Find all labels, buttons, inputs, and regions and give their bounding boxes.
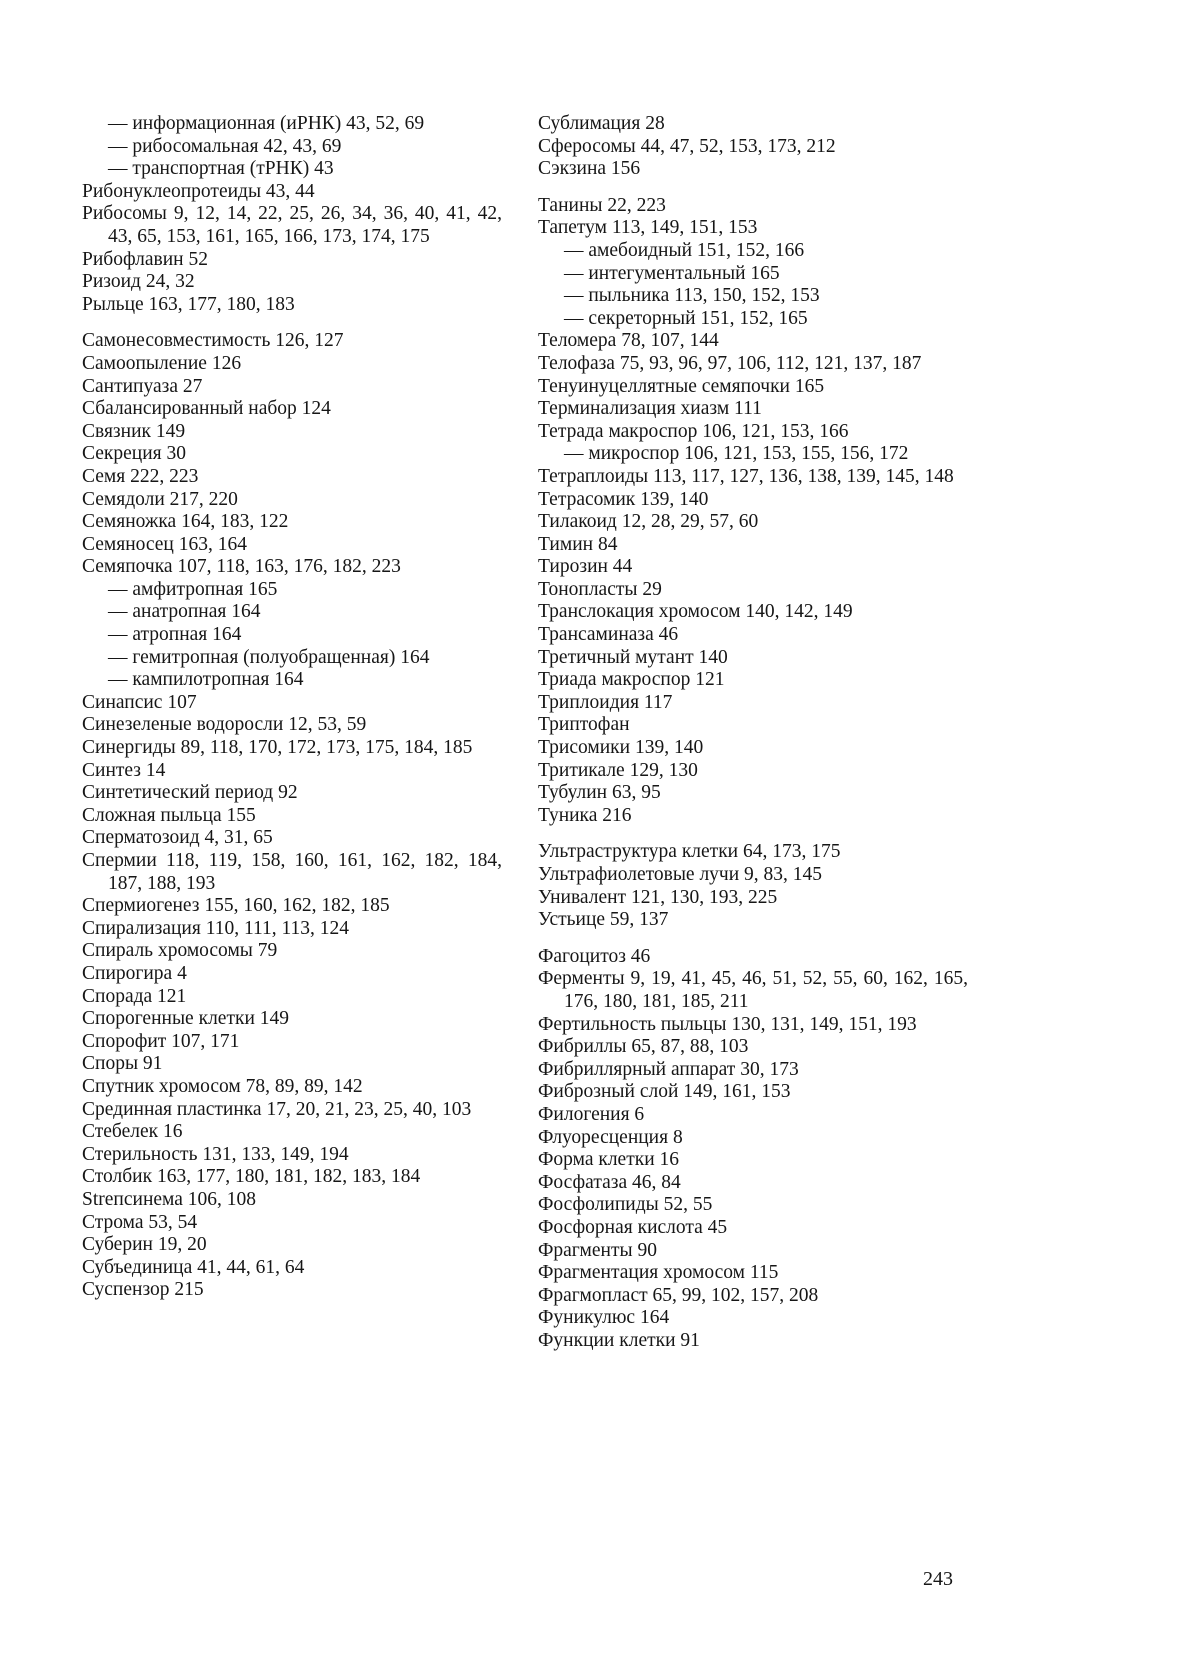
index-entry: Теломера 78, 107, 144 [538,330,719,352]
index-entry: Синергиды 89, 118, 170, 172, 173, 175, 184, 185 [82,737,473,759]
index-subentry: — кампилотропная 164 [108,669,304,691]
index-entry: Фертильность пыльцы 130, 131, 149, 151, 193 [538,1013,917,1035]
index-entry: Тимин 84 [538,533,618,555]
index-entry: Сложная пыльца 155 [82,804,256,826]
index-subentry: — анатропная 164 [108,601,261,623]
index-subentry: — амфитропная 165 [108,578,278,600]
index-entry: Столбик 163, 177, 180, 181, 182, 183, 184 [82,1166,421,1188]
index-entry: Спираль хромосомы 79 [82,940,278,962]
index-entry: Трансаминаза 46 [538,624,679,646]
index-subentry: — информационная (иРНК) 43, 52, 69 [108,113,425,134]
index-entry: Синтез 14 [82,759,166,781]
index-entry: Тубулин 63, 95 [538,782,661,804]
index-entry: Ризоид 24, 32 [82,271,195,293]
index-entry: Триплоидия 117 [538,691,673,713]
index-entry: Споры 91 [82,1053,163,1075]
index-entry: Синапсис 107 [82,691,197,713]
index-entry: Тилакоид 12, 28, 29, 57, 60 [538,511,759,533]
index-entry: Самоопыление 126 [82,352,242,374]
index-entry: Тирозин 44 [538,556,633,578]
index-entry: Спермии 118, 119, 158, 160, 161, 162, 182, 184, 187, 188, 193 [82,850,502,894]
index-entry: Фрагменты 90 [538,1239,657,1261]
index-entry: Стерильность 131, 133, 149, 194 [82,1143,349,1165]
index-entry: Спорогенные клетки 149 [82,1008,290,1030]
index-entry: Фрагмопласт 65, 99, 102, 157, 208 [538,1284,819,1306]
index-entry: Синтетический период 92 [82,782,298,804]
index-entry: Синезеленые водоросли 12, 53, 59 [82,714,367,736]
index-entry: Strепсинема 106, 108 [82,1188,257,1210]
index-entry: Устьице 59, 137 [538,909,669,931]
index-entry: Рибофлавин 52 [82,248,208,270]
index-entry: Связник 149 [82,420,186,442]
index-entry: Фагоцитоз 46 [538,945,651,967]
index-entry: Срединная пластинка 17, 20, 21, 23, 25, 40, 103 [82,1098,472,1120]
index-entry: Флуоресценция 8 [538,1126,683,1148]
index-entry: Самонесовместимость 126, 127 [82,330,344,352]
index-entry: Семяпочка 107, 118, 163, 176, 182, 223 [82,556,401,578]
index-entry: Тетрада макроспор 106, 121, 153, 166 [538,420,849,442]
index-entry: Триада макроспор 121 [538,669,725,691]
index-entry: Тенуинуцеллятные семяпочки 165 [538,375,825,397]
index-entry: Сферосомы 44, 47, 52, 153, 173, 212 [538,135,836,157]
index-entry: Фрагментация хромосом 115 [538,1262,779,1284]
index-entry: Фиброзный слой 149, 161, 153 [538,1081,791,1103]
index-entry: Фибриллы 65, 87, 88, 103 [538,1036,749,1058]
index-entry: Суберин 19, 20 [82,1234,207,1256]
index-entry: Тетраплоиды 113, 117, 127, 136, 138, 139, 145, 148 [538,465,954,487]
index-column-right [538,113,968,1352]
index-entry: Сублимация 28 [538,113,665,134]
index-entry: Трисомики 139, 140 [538,737,704,759]
index-entry: Филогения 6 [538,1103,645,1125]
index-entry: Стебелек 16 [82,1121,183,1143]
index-subentry: — транспортная (тРНК) 43 [108,158,334,180]
index-entry: Спирогира 4 [82,962,187,984]
index-entry: Сантипуаза 27 [82,375,203,397]
index-entry: Тетрасомик 139, 140 [538,488,709,510]
index-entry: Семяножка 164, 183, 122 [82,511,289,533]
index-entry: Ультраструктура клетки 64, 173, 175 [538,841,841,863]
index-entry: Рыльце 163, 177, 180, 183 [82,293,295,315]
index-entry: Сбалансированный набор 124 [82,398,331,420]
index-entry: Спермиогенез 155, 160, 162, 182, 185 [82,895,390,917]
index-entry: Фуникулюс 164 [538,1307,670,1329]
index-entry: Транслокация хромосом 140, 142, 149 [538,601,853,623]
index-entry: Функции клетки 91 [538,1329,700,1351]
index-entry: Сэкзина 156 [538,158,641,180]
index-entry: Ферменты 9, 19, 41, 45, 46, 51, 52, 55, 60, 162, 165, 176, 180, 181, 185, 211 [538,968,968,1012]
index-entry: Телофаза 75, 93, 96, 97, 106, 112, 121, 137, 187 [538,352,922,374]
index-subentry: — атропная 164 [108,624,242,646]
index-entry: Спорофит 107, 171 [82,1030,240,1052]
index-entry: Унивалент 121, 130, 193, 225 [538,886,778,908]
index-entry: Строма 53, 54 [82,1211,198,1233]
index-subentry: — секреторный 151, 152, 165 [564,307,808,329]
index-subentry: — рибосомальная 42, 43, 69 [108,135,342,157]
index-entry: Триптофан [538,714,630,736]
page-number: 243 [923,1568,953,1590]
index-entry: Рибонуклеопротеиды 43, 44 [82,180,315,202]
index-subentry: — пыльника 113, 150, 152, 153 [564,285,820,307]
index-subentry: — микроспор 106, 121, 153, 155, 156, 172 [564,443,909,465]
index-subentry: — интегументальный 165 [564,262,780,284]
index-entry: Фибриллярный аппарат 30, 173 [538,1058,799,1080]
index-entry: Фосфатаза 46, 84 [538,1171,681,1193]
index-entry: Тонопласты 29 [538,578,662,600]
index-entry: Семядоли 217, 220 [82,488,238,510]
index-entry: Суспензор 215 [82,1279,204,1301]
index-entry: Форма клетки 16 [538,1149,680,1171]
index-entry: Тритикале 129, 130 [538,759,698,781]
index-entry: Секреция 30 [82,443,186,465]
index-entry: Спутник хромосом 78, 89, 89, 142 [82,1075,363,1097]
index-entry: Тапетум 113, 149, 151, 153 [538,217,758,239]
index-subentry: — амебоидный 151, 152, 166 [564,239,805,261]
index-entry: Ультрафиолетовые лучи 9, 83, 145 [538,864,823,885]
index-entry: Фосфолипиды 52, 55 [538,1194,713,1216]
index-subentry: — гемитропная (полуобращенная) 164 [108,646,430,668]
index-entry: Сперматозоид 4, 31, 65 [82,827,273,849]
index-entry: Семяносец 163, 164 [82,533,247,555]
index-entry: Терминализация хиазм 111 [538,398,762,420]
index-entry: Спорада 121 [82,985,187,1007]
index-entry: Спирализация 110, 111, 113, 124 [82,917,350,939]
index-entry: Фосфорная кислота 45 [538,1216,728,1238]
index-column-left [82,113,502,1302]
index-entry: Семя 222, 223 [82,465,199,487]
index-entry: Туника 216 [538,804,632,826]
index-entry: Рибосомы 9, 12, 14, 22, 25, 26, 34, 36, 40, 41, 42, 43, 65, 153, 161, 165, 166, 173, 174, 175 [82,203,502,247]
index-entry: Третичный мутант 140 [538,646,728,668]
index-entry: Субъединица 41, 44, 61, 64 [82,1256,305,1278]
index-entry: Танины 22, 223 [538,194,666,216]
